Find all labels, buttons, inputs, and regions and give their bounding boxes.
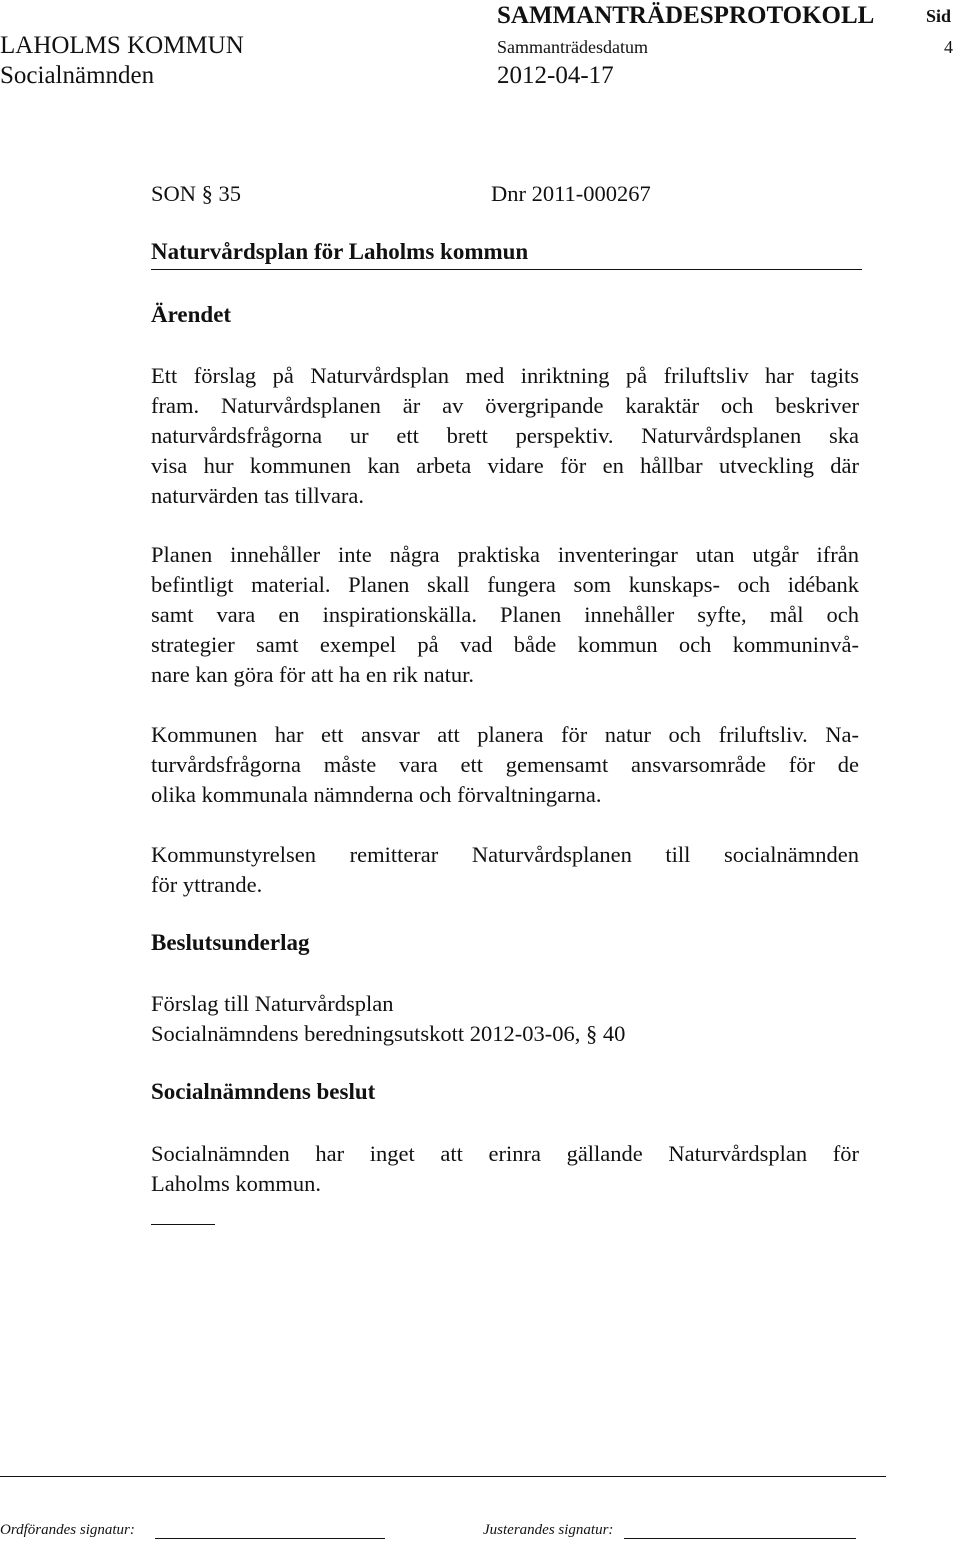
adjuster-signature-label: Justerandes signatur: — [483, 1522, 614, 1538]
text-line: nare kan göra för att ha en rik natur. — [151, 662, 474, 687]
case-title: Naturvårdsplan för Laholms kommun — [151, 239, 529, 264]
heading-beslut: Socialnämndens beslut — [151, 1079, 376, 1104]
protocol-title: SAMMANTRÄDESPROTOKOLL — [497, 2, 875, 29]
text-line: befintligt material. Planen skall fungera som kunskaps- och idébank — [151, 572, 859, 597]
text-line: fram. Naturvårdsplanen är av övergripande karaktär och beskriver — [151, 393, 859, 418]
text-line: naturvårdsfrågorna ur ett brett perspektiv. Naturvårdsplanen ska — [151, 423, 859, 448]
text-line: olika kommunala nämnderna och förvaltningarna. — [151, 782, 602, 807]
text-line: samt vara en inspirationskälla. Planen innehåller syfte, mål och — [151, 602, 859, 627]
footer-rule — [0, 1476, 886, 1477]
chair-signature-label: Ordförandes signatur: — [0, 1522, 135, 1538]
beslut-paragraph — [151, 1139, 859, 1199]
adjuster-signature-line[interactable] — [624, 1538, 856, 1539]
text-line: Laholms kommun. — [151, 1171, 321, 1196]
text-line: naturvärden tas tillvara. — [151, 483, 365, 508]
meeting-date: 2012-04-17 — [497, 62, 614, 89]
heading-arendet: Ärendet — [151, 302, 232, 327]
text-line: strategier samt exempel på vad både kommun och kommuninvå- — [151, 632, 859, 657]
arendet-paragraph-1 — [151, 361, 859, 511]
text-line: Kommunen har ett ansvar att planera för natur och friluftsliv. Na- — [151, 722, 859, 747]
committee-name: Socialnämnden — [0, 62, 155, 89]
date-label: Sammanträdesdatum — [497, 37, 648, 57]
end-rule — [151, 1224, 215, 1225]
text-line: Ett förslag på Naturvårdsplan med inriktning på friluftsliv har tagits — [151, 363, 859, 388]
chair-signature-line[interactable] — [155, 1538, 385, 1539]
text-line: för yttrande. — [151, 872, 263, 897]
heading-beslutsunderlag: Beslutsunderlag — [151, 930, 310, 955]
dnr: Dnr 2011-000267 — [491, 181, 651, 206]
paragraph-ref: SON § 35 — [151, 181, 242, 206]
text-line: visa hur kommunen kan arbeta vidare för en hållbar utveckling där — [151, 453, 859, 478]
text-line: Planen innehåller inte några praktiska inventeringar utan utgår ifrån — [151, 542, 859, 567]
text-line: Kommunstyrelsen remitterar Naturvårdsplanen till socialnämnden — [151, 842, 859, 867]
arendet-paragraph-4 — [151, 840, 859, 900]
sid-label: Sid — [926, 6, 952, 26]
arendet-paragraph-2 — [151, 540, 859, 690]
org-name: LAHOLMS KOMMUN — [0, 32, 244, 59]
underlag-item-1: Förslag till Naturvårdsplan — [151, 991, 394, 1016]
arendet-paragraph-3 — [151, 720, 859, 810]
title-underline — [151, 269, 862, 270]
text-line: Socialnämnden har inget att erinra gällande Naturvårdsplan för — [151, 1141, 859, 1166]
text-line: turvårdsfrågorna måste vara ett gemensamt ansvarsområde för de — [151, 752, 859, 777]
underlag-item-2: Socialnämndens beredningsutskott 2012-03-06, § 40 — [151, 1021, 626, 1046]
page-number: 4 — [944, 37, 953, 57]
